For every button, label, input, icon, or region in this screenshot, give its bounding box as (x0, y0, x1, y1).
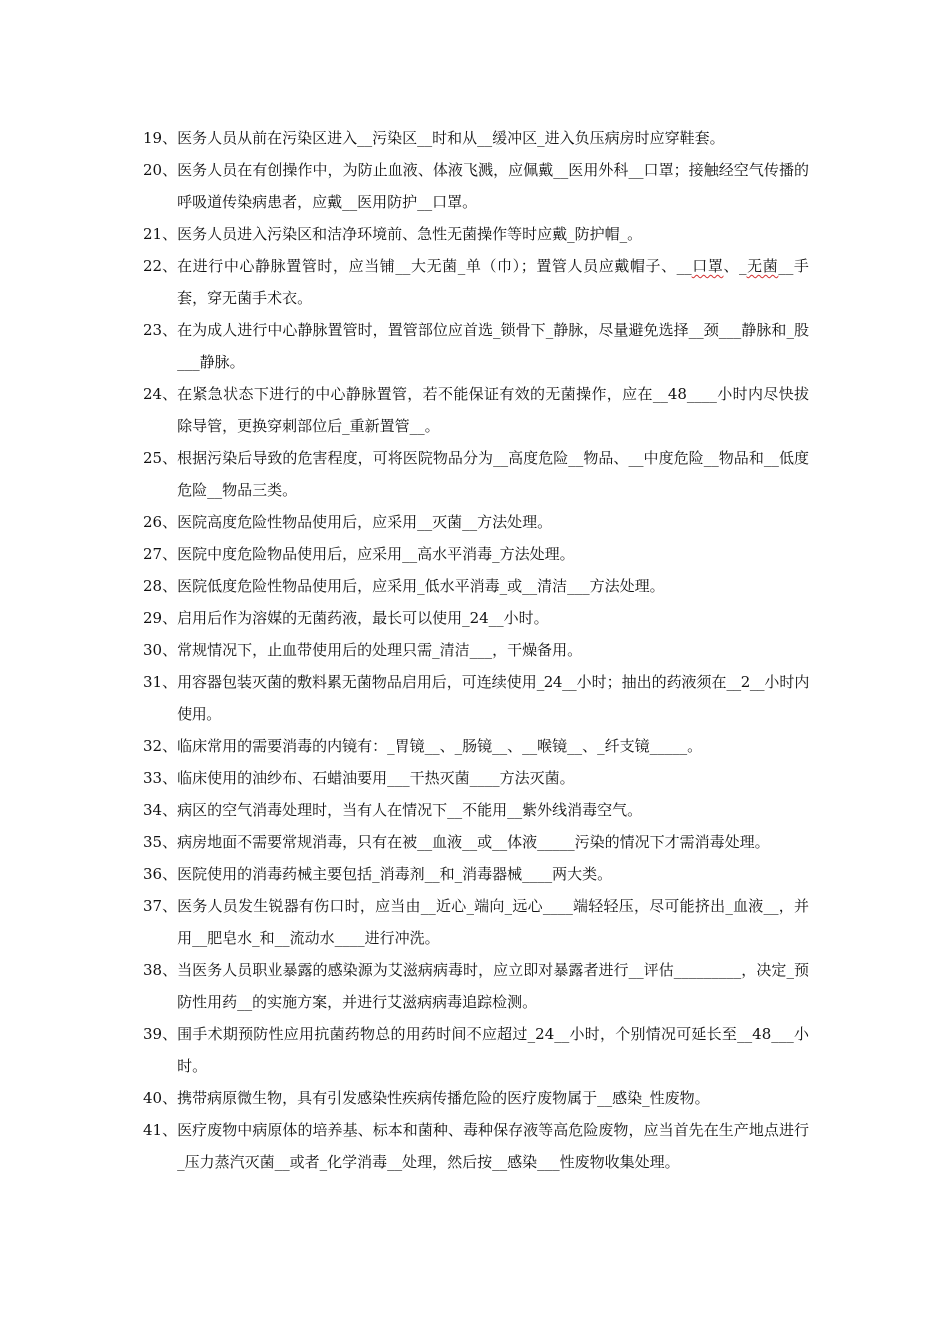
question-item (143, 1114, 809, 1178)
question-number: 35、 (143, 833, 178, 851)
question-text: 根据污染后导致的危害程度，可将医院物品分为__高度危险__物品、__中度危险__物品和__低度危险__物品三类。 (177, 449, 809, 499)
question-number: 28、 (143, 577, 178, 595)
question-item (143, 858, 809, 890)
question-item (143, 602, 809, 634)
question-text (177, 250, 809, 314)
question-text: 用容器包装灭菌的敷料累无菌物品启用后，可连续使用_24__小时；抽出的药液须在__2__小时内使用。 (177, 673, 809, 723)
question-item (143, 794, 809, 826)
question-item (143, 762, 809, 794)
question-text: 启用后作为溶媒的无菌药液，最长可以使用_24__小时。 (177, 609, 549, 627)
question-item (143, 826, 809, 858)
question-number: 33、 (143, 769, 178, 787)
question-text: 医务人员发生锐器有伤口时，应当由__近心_端向_远心____端轻轻压，尽可能挤出_血液__，并用__肥皂水_和__流动水____进行冲洗。 (177, 897, 809, 947)
question-number: 32、 (143, 737, 178, 755)
question-number: 34、 (143, 801, 178, 819)
question-number: 36、 (143, 865, 178, 883)
question-number: 19、 (143, 129, 178, 147)
question-text-segment: 、_ (723, 257, 747, 275)
question-number: 31、 (143, 673, 178, 691)
question-number: 24、 (143, 385, 178, 403)
question-item (143, 570, 809, 602)
question-text: 医务人员从前在污染区进入__污染区__时和从__缓冲区_进入负压病房时应穿鞋套。 (177, 129, 725, 147)
question-text: 医务人员在有创操作中，为防止血液、体液飞溅，应佩戴__医用外科__口罩；接触经空气传播的呼吸道传染病患者，应戴__医用防护__口罩。 (177, 161, 809, 211)
question-number: 25、 (143, 449, 178, 467)
question-number: 21、 (143, 225, 178, 243)
question-item (143, 1018, 809, 1082)
question-item (143, 250, 809, 314)
question-text: 病房地面不需要常规消毒，只有在被__血液__或__体液_____污染的情况下才需消毒处理。 (177, 833, 770, 851)
question-number: 27、 (143, 545, 178, 563)
question-number: 26、 (143, 513, 178, 531)
question-number: 22、 (143, 257, 178, 275)
question-text: 医务人员进入污染区和洁净环境前、急性无菌操作等时应戴_防护帽_。 (177, 225, 643, 243)
question-number: 41、 (143, 1121, 178, 1139)
question-text: 当医务人员职业暴露的感染源为艾滋病病毒时，应立即对暴露者进行__评估_________，决定_预防性用药__的实施方案，并进行艾滋病病毒追踪检测。 (177, 961, 809, 1011)
question-item (143, 314, 809, 378)
question-text: 临床使用的油纱布、石蜡油要用___干热灭菌____方法灭菌。 (177, 769, 575, 787)
question-text: 医疗废物中病原体的培养基、标本和菌种、毒种保存液等高危险废物，应当首先在生产地点进行_压力蒸汽灭菌__或者_化学消毒__处理，然后按__感染___性废物收集处理。 (177, 1121, 809, 1171)
question-item (143, 122, 809, 154)
question-number: 20、 (143, 161, 178, 179)
question-text: 在为成人进行中心静脉置管时，置管部位应首选_锁骨下_静脉，尽量避免选择__颈___静脉和_股___静脉。 (177, 321, 809, 371)
question-text-segment: 在进行中心静脉置管时，应当铺__大无菌_单（巾）；置管人员应戴帽子、__ (177, 257, 692, 275)
question-item (143, 538, 809, 570)
question-text: 医院使用的消毒药械主要包括_消毒剂__和_消毒器械____两大类。 (177, 865, 613, 883)
question-text: 在紧急状态下进行的中心静脉置管，若不能保证有效的无菌操作，应在__48____小时内尽快拔除导管，更换穿刺部位后_重新置管__。 (177, 385, 809, 435)
spellcheck-marked-text: 口罩 (691, 257, 724, 275)
question-item (143, 890, 809, 954)
question-text: 围手术期预防性应用抗菌药物总的用药时间不应超过_24__小时，个别情况可延长至__48___小时。 (177, 1025, 809, 1075)
question-item (143, 378, 809, 442)
question-text: 携带病原微生物，具有引发感染性疾病传播危险的医疗废物属于__感染_性废物。 (177, 1089, 710, 1107)
question-item (143, 218, 809, 250)
question-number: 30、 (143, 641, 178, 659)
question-number: 29、 (143, 609, 178, 627)
question-text: 医院高度危险性物品使用后，应采用__灭菌__方法处理。 (177, 513, 553, 531)
question-text-segment: __手套，穿无菌手术衣。 (177, 257, 809, 307)
question-number: 39、 (143, 1025, 178, 1043)
question-text: 常规情况下，止血带使用后的处理只需_清洁___，干燥备用。 (177, 641, 583, 659)
question-item (143, 954, 809, 1018)
question-text: 医院低度危险性物品使用后，应采用_低水平消毒_或__清洁___方法处理。 (177, 577, 665, 595)
question-text: 临床常用的需要消毒的内镜有：_胃镜__、_肠镜__、__喉镜__、_纤支镜_____。 (177, 737, 703, 755)
question-number: 40、 (143, 1089, 178, 1107)
question-item (143, 154, 809, 218)
question-number: 23、 (143, 321, 178, 339)
question-text: 医院中度危险物品使用后，应采用__高水平消毒_方法处理。 (177, 545, 575, 563)
question-text: 病区的空气消毒处理时，当有人在情况下__不能用__紫外线消毒空气。 (177, 801, 643, 819)
question-list (143, 122, 809, 1178)
question-item (143, 634, 809, 666)
spellcheck-marked-text: 无菌 (746, 257, 779, 275)
question-item (143, 1082, 809, 1114)
question-item (143, 666, 809, 730)
question-item (143, 506, 809, 538)
question-item (143, 442, 809, 506)
question-number: 38、 (143, 961, 178, 979)
question-number: 37、 (143, 897, 178, 915)
question-item (143, 730, 809, 762)
